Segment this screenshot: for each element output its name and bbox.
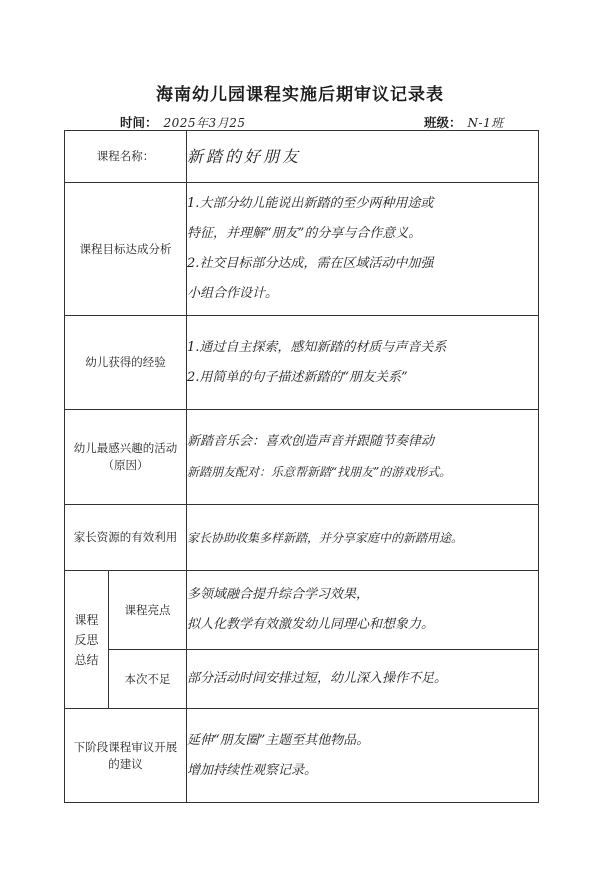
- highlights-label: 课程亮点: [109, 571, 187, 650]
- interest-label-line: 幼儿最感兴趣的活动: [73, 441, 178, 455]
- goal-analysis-line: 特征，并理解“朋友”的分享与合作意义。: [187, 226, 422, 241]
- row-parent-resources: [65, 505, 539, 571]
- highlights-line: 多领域融合提升综合学习效果，: [187, 587, 370, 602]
- reflection-group-text: 课程反思总结: [74, 612, 99, 667]
- suggestions-line: 增加持续性观察记录。: [187, 762, 318, 778]
- goal-analysis-line: 2.社交目标部分达成，需在区域活动中加强: [187, 256, 434, 271]
- row-highlights: [65, 571, 539, 650]
- suggestions-label: [65, 709, 187, 803]
- time-value: 2025年3月25: [163, 116, 246, 130]
- course-name-label: 课程名称：: [65, 131, 187, 183]
- shortcomings-content: [187, 650, 539, 709]
- interest-line: 新踏音乐会：喜欢创造声音并跟随节奏律动: [187, 434, 435, 449]
- experience-label: 幼儿获得的经验: [65, 316, 187, 410]
- page-title: 海南幼儿园课程实施后期审议记录表: [156, 85, 444, 105]
- goal-analysis-label: 课程目标达成分析: [65, 183, 187, 316]
- row-course-name: [65, 131, 539, 183]
- reflection-group-label: [65, 571, 109, 709]
- class-label: 班级：: [424, 115, 462, 130]
- shortcomings-line: 部分活动时间安排过短，幼儿深入操作不足。: [187, 671, 448, 686]
- row-goal-analysis: [65, 183, 539, 316]
- row-interest: [65, 410, 539, 505]
- time-field: [120, 113, 245, 131]
- goal-analysis-line: 1.大部分幼儿能说出新踏的至少两种用途或: [187, 196, 434, 211]
- highlights-line: 拟人化教学有效激发幼儿同理心和想象力。: [187, 617, 435, 632]
- suggestions-line: 延伸“朋友圈”主题至其他物品。: [187, 732, 370, 748]
- time-label: 时间：: [120, 115, 158, 130]
- goal-analysis-line: 小组合作设计。: [187, 286, 279, 301]
- row-suggestions: [65, 709, 539, 803]
- highlights-content: [187, 571, 539, 650]
- experience-line: 1.通过自主探索，感知新踏的材质与声音关系: [187, 339, 447, 355]
- interest-label: [65, 410, 187, 505]
- goal-analysis-content: [187, 183, 539, 316]
- parent-resources-label: 家长资源的有效利用: [65, 505, 187, 571]
- row-experience: [65, 316, 539, 410]
- row-shortcomings: [65, 650, 539, 709]
- suggestions-label-line: 下阶段课程审议开展: [73, 739, 178, 754]
- suggestions-label-line: 的建议: [108, 756, 143, 771]
- course-name-value: [187, 131, 539, 183]
- interest-content: [187, 410, 539, 505]
- interest-line: 新踏朋友配对：乐意帮新踏“找朋友”的游戏形式。: [187, 465, 452, 479]
- course-name-text: 新踏的好朋友: [187, 146, 302, 166]
- review-record-table: [64, 130, 539, 803]
- parent-resources-line: 家长协助收集多样新踏，并分享家庭中的新踏用途。: [187, 530, 464, 545]
- suggestions-content: [187, 709, 539, 803]
- interest-label-line: （原因）: [102, 458, 149, 472]
- shortcomings-label: 本次不足: [109, 650, 187, 709]
- class-value: N-1班: [467, 116, 504, 130]
- experience-content: [187, 316, 539, 410]
- class-field: [424, 113, 504, 131]
- experience-line: 2.用简单的句子描述新踏的“朋友关系”: [187, 369, 408, 385]
- parent-resources-content: [187, 505, 539, 571]
